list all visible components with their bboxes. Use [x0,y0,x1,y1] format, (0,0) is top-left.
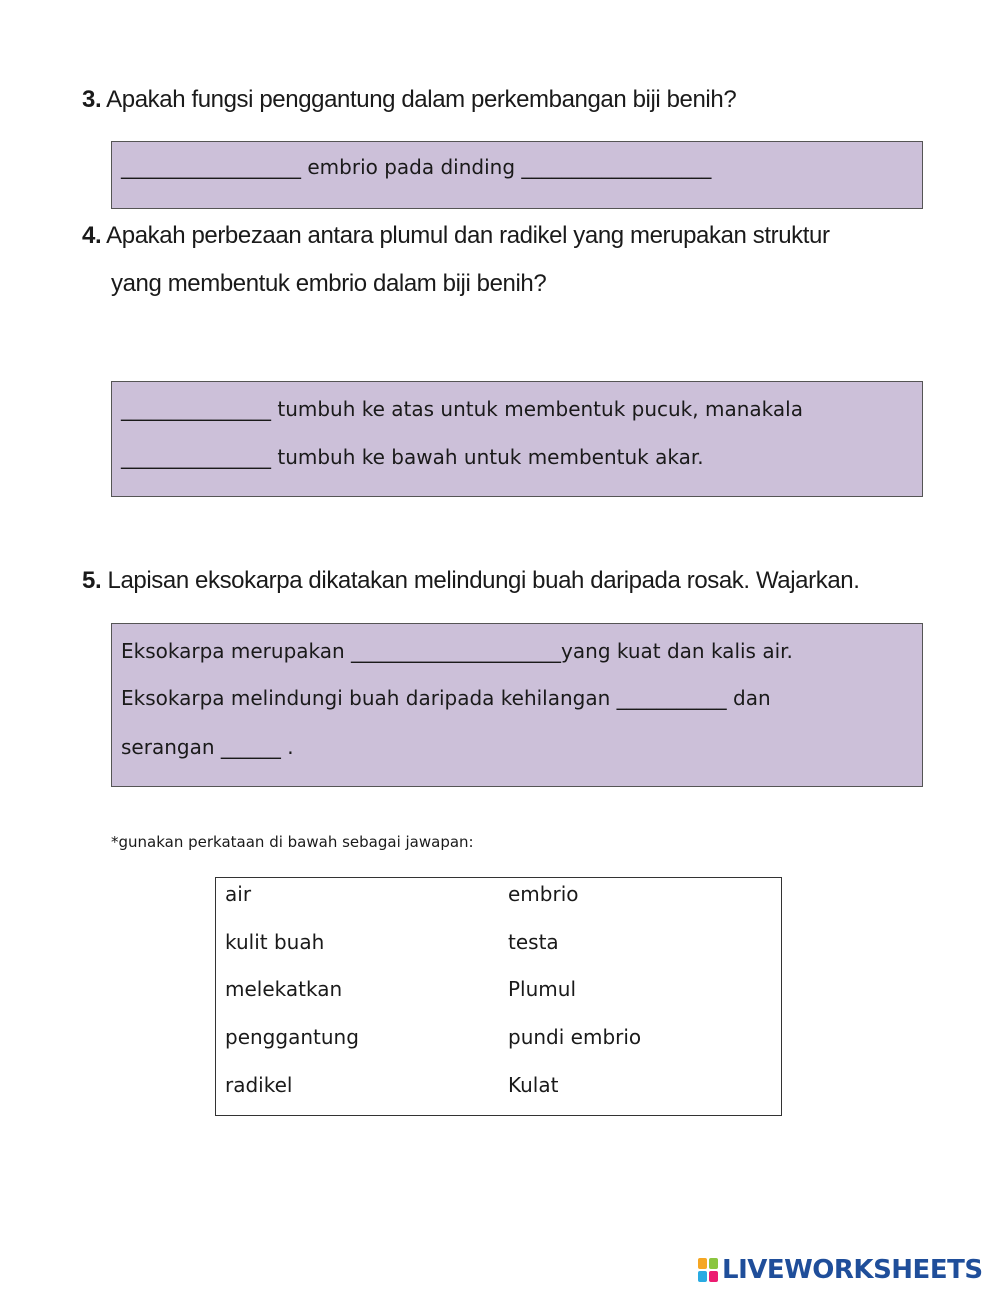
word-bank-item: Kulat [508,1073,559,1097]
question-4 [82,224,830,248]
answer-5-line-2[interactable]: Eksokarpa melindungi buah daripada kehilangan ___________ dan [121,686,771,710]
answer-box-5[interactable] [111,623,923,787]
answer-box-4[interactable] [111,381,923,497]
logo-text: LIVEWORKSHEETS [722,1255,983,1285]
liveworksheets-logo[interactable] [697,1255,983,1285]
question-4-number: 4. [82,222,102,249]
word-bank-note: *gunakan perkataan di bawah sebagai jawapan: [111,833,474,851]
liveworksheets-logo-icon [697,1257,719,1283]
word-bank-item: melekatkan [225,977,343,1001]
answer-5-line-3[interactable]: serangan ______ . [121,735,294,759]
question-4-text-cont: yang membentuk embrio dalam biji benih? [111,270,547,297]
question-3-text: Apakah fungsi penggantung dalam perkembangan biji benih? [106,86,737,113]
question-5-text: Lapisan eksokarpa dikatakan melindungi buah daripada rosak. Wajarkan. [107,567,860,594]
word-bank-item: embrio [508,882,579,906]
answer-4-line-2[interactable]: _______________ tumbuh ke bawah untuk membentuk akar. [121,445,704,469]
word-bank-item: pundi embrio [508,1025,642,1049]
question-3 [82,88,736,112]
word-bank-item: Plumul [508,977,577,1001]
question-5 [82,569,860,593]
word-bank-table [215,877,782,1116]
answer-3-line-1[interactable]: __________________ embrio pada dinding ___________________ [121,155,712,179]
question-5-number: 5. [82,567,102,594]
answer-box-3[interactable] [111,141,923,209]
question-4-continued [111,272,546,296]
answer-4-line-1[interactable]: _______________ tumbuh ke atas untuk membentuk pucuk, manakala [121,397,803,421]
question-4-text: Apakah perbezaan antara plumul dan radikel yang merupakan struktur [106,222,830,249]
word-bank-item: air [225,882,252,906]
word-bank-item: radikel [225,1073,293,1097]
word-bank-item: testa [508,930,559,954]
answer-5-line-1[interactable]: Eksokarpa merupakan _____________________yang kuat dan kalis air. [121,639,793,663]
word-bank-item: penggantung [225,1025,359,1049]
question-3-number: 3. [82,86,102,113]
word-bank-item: kulit buah [225,930,325,954]
